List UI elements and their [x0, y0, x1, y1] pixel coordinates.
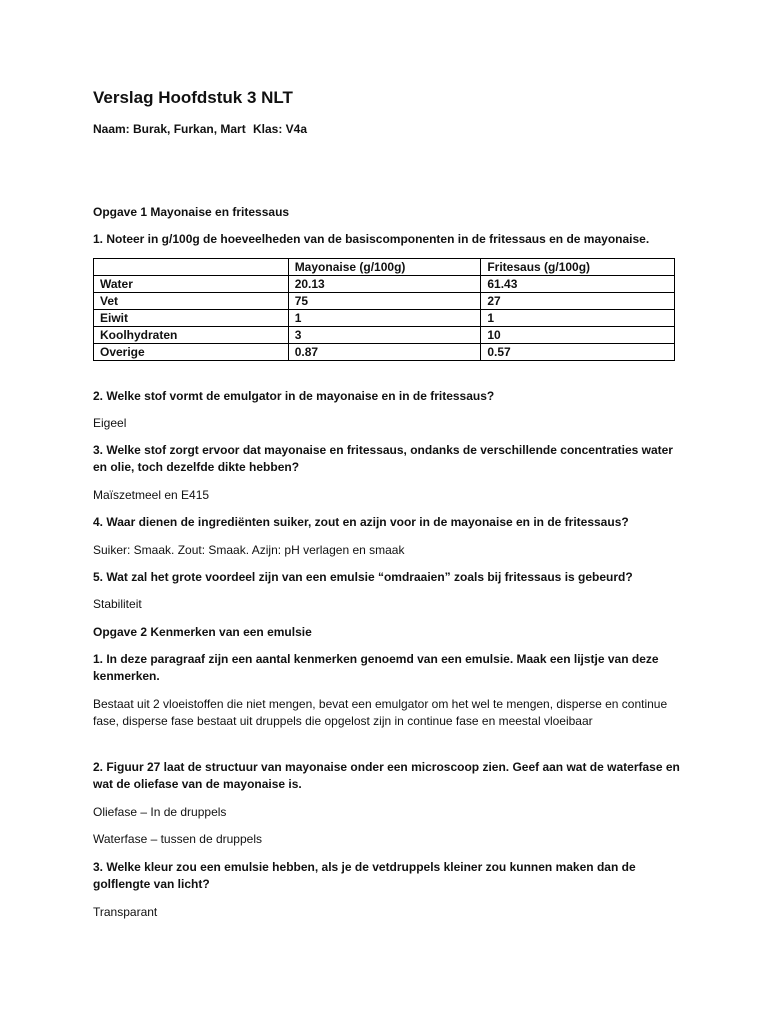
- table-cell: 61.43: [481, 276, 675, 293]
- table-header-cell: Fritesaus (g/100g): [481, 259, 675, 276]
- section1-question-2: 2. Welke stof vormt de emulgator in de mayonaise en in de fritessaus?: [93, 389, 495, 403]
- section2-answer-2a: Oliefase – In de druppels: [93, 805, 227, 819]
- components-table: [93, 258, 675, 361]
- section1-question-3: 3. Welke stof zorgt ervoor dat mayonaise en fritessaus, ondanks de verschillende concentraties water en olie, toch dezelfde dikte hebben?: [93, 443, 673, 474]
- section2-answer-2b: Waterfase – tussen de druppels: [93, 832, 262, 846]
- section1-heading: Opgave 1 Mayonaise en fritessaus: [93, 205, 290, 219]
- table-header-row: [94, 259, 675, 276]
- table-row: [94, 327, 675, 344]
- table-cell: Koolhydraten: [94, 327, 289, 344]
- section2-question-1: 1. In deze paragraaf zijn een aantal kenmerken genoemd van een emulsie. Maak een lijstje van deze kenmerken.: [93, 652, 659, 683]
- table-cell: Eiwit: [94, 310, 289, 327]
- section1-answer-3: Maïszetmeel en E415: [93, 488, 210, 502]
- table-row: [94, 344, 675, 361]
- table-header-cell: Mayonaise (g/100g): [288, 259, 481, 276]
- document-title: Verslag Hoofdstuk 3 NLT: [93, 88, 293, 107]
- table-cell: 1: [288, 310, 481, 327]
- table-header-cell: [94, 259, 289, 276]
- table-cell: 0.57: [481, 344, 675, 361]
- table-row: [94, 276, 675, 293]
- section2-answer-1: Bestaat uit 2 vloeistoffen die niet mengen, bevat een emulgator om het wel te mengen, disperse en continue fase, disperse fase bestaat uit druppels die opgelost zijn in continue fase en meestal vloeibaar: [93, 697, 668, 728]
- section2-heading: Opgave 2 Kenmerken van een emulsie: [93, 625, 312, 639]
- table-cell: Vet: [94, 293, 289, 310]
- table-cell: Water: [94, 276, 289, 293]
- table-row: [94, 310, 675, 327]
- section1-question-5: 5. Wat zal het grote voordeel zijn van een emulsie “omdraaien” zoals bij fritessaus is gebeurd?: [93, 570, 633, 584]
- section1-answer-5: Stabiliteit: [93, 597, 142, 611]
- section2-question-2: 2. Figuur 27 laat de structuur van mayonaise onder een microscoop zien. Geef aan wat de waterfase en wat de oliefase van de mayonaise is.: [93, 760, 680, 791]
- table-cell: 0.87: [288, 344, 481, 361]
- section2-answer-3: Transparant: [93, 905, 158, 919]
- section1-question-4: 4. Waar dienen de ingrediënten suiker, zout en azijn voor in de mayonaise en in de fritessaus?: [93, 515, 629, 529]
- table-cell: 3: [288, 327, 481, 344]
- table-row: [94, 293, 675, 310]
- table-cell: 20.13: [288, 276, 481, 293]
- class-label: Klas: V4a: [253, 122, 308, 136]
- section1-answer-2: Eigeel: [93, 416, 127, 430]
- document-meta: [93, 122, 308, 136]
- table-cell: Overige: [94, 344, 289, 361]
- student-names: Naam: Burak, Furkan, Mart: [93, 122, 246, 136]
- table-cell: 27: [481, 293, 675, 310]
- table-cell: 1: [481, 310, 675, 327]
- table-cell: 10: [481, 327, 675, 344]
- section1-question-1: 1. Noteer in g/100g de hoeveelheden van de basiscomponenten in de fritessaus en de mayonaise.: [93, 232, 650, 246]
- table-cell: 75: [288, 293, 481, 310]
- section1-answer-4: Suiker: Smaak. Zout: Smaak. Azijn: pH verlagen en smaak: [93, 543, 405, 557]
- section2-question-3: 3. Welke kleur zou een emulsie hebben, als je de vetdruppels kleiner zou kunnen maken dan de golflengte van licht?: [93, 860, 636, 891]
